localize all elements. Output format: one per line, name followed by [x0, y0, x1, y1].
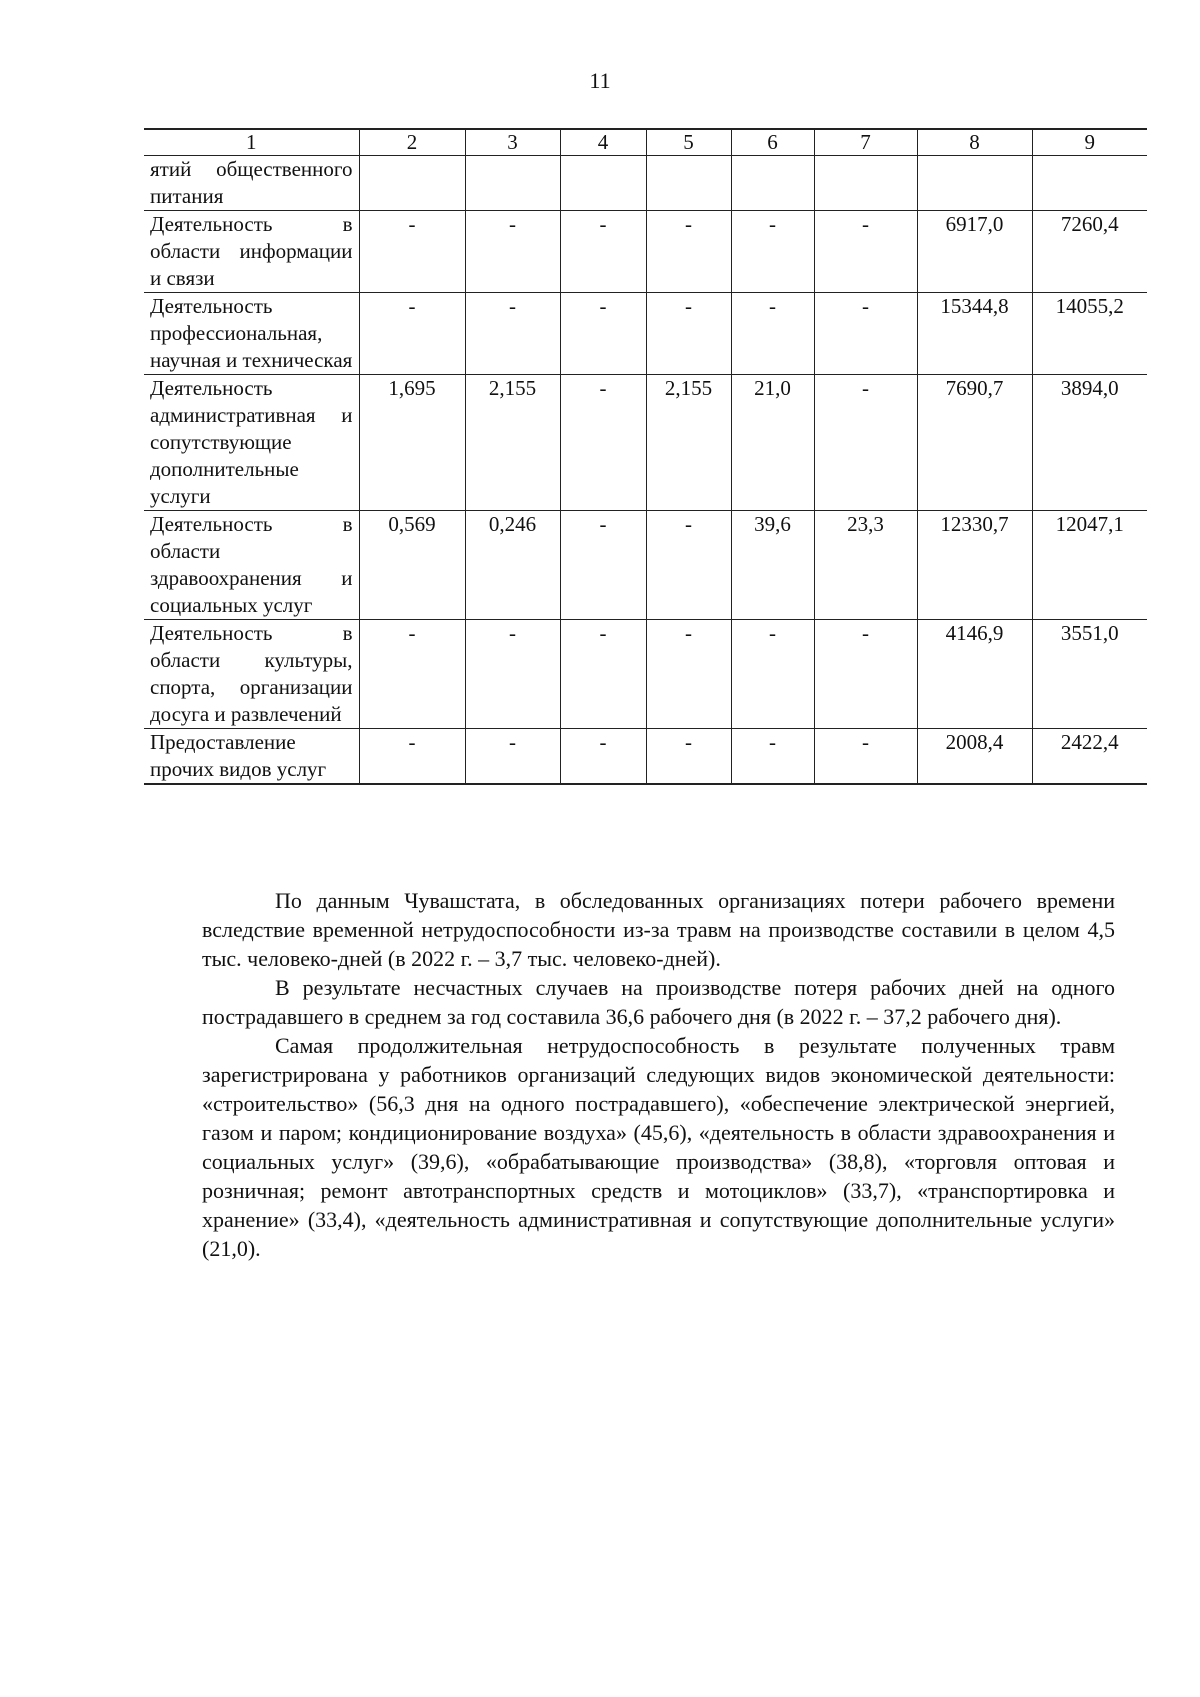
table-cell: - [359, 729, 465, 785]
table-cell: - [359, 211, 465, 293]
table-cell: 21,0 [731, 375, 814, 511]
column-header: 4 [560, 129, 646, 156]
table-cell: - [560, 511, 646, 620]
table-cell: 7690,7 [917, 375, 1032, 511]
table-cell [731, 156, 814, 211]
column-header: 6 [731, 129, 814, 156]
table-row [144, 511, 1147, 620]
statistics-table [144, 128, 1147, 785]
row-label: Деятельность в области культуры, спорта, организации досуга и развлечений [144, 620, 359, 729]
column-header: 5 [646, 129, 731, 156]
table-cell: - [646, 511, 731, 620]
table-cell: 15344,8 [917, 293, 1032, 375]
table-cell [1032, 156, 1147, 211]
table-cell: - [465, 620, 560, 729]
table-cell: - [560, 729, 646, 785]
table-cell: 12330,7 [917, 511, 1032, 620]
table-cell: 3894,0 [1032, 375, 1147, 511]
paragraph: В результате несчастных случаев на производстве потеря рабочих дней на одного пострадавшего в среднем за год составила 36,6 рабочего дня (в 2022 г. – 37,2 рабочего дня). [202, 975, 1115, 1029]
table-cell: - [814, 375, 917, 511]
column-header: 3 [465, 129, 560, 156]
table-cell: - [646, 293, 731, 375]
table-cell: - [814, 293, 917, 375]
paragraph: Самая продолжительная нетрудоспособность в результате полученных травм зарегистрирована у работников организаций следующих видов экономической деятельности: «строительство» (56,3 дня на одного пострадавшего), «обеспечение электрической энергией, газом и паром; кондиционирование воздуха» (45,6), «деятельность в области здравоохранения и социальных услуг» (39,6), «обрабатывающие производства» (38,8), «торговля оптовая и розничная; ремонт автотранспортных средств и мотоциклов» (33,7), «транспортировка и хранение» (33,4), «деятельность административная и сопутствующие дополнительные услуги» (21,0). [202, 1033, 1115, 1261]
table-cell: - [646, 729, 731, 785]
table-cell: 3551,0 [1032, 620, 1147, 729]
table-row [144, 156, 1147, 211]
table-cell: 39,6 [731, 511, 814, 620]
table-cell: 0,569 [359, 511, 465, 620]
column-header: 8 [917, 129, 1032, 156]
table-cell: - [359, 293, 465, 375]
table-header-row [144, 129, 1147, 156]
row-label: Деятельность в области информации и связи [144, 211, 359, 293]
table-cell: - [646, 620, 731, 729]
table-cell: - [731, 620, 814, 729]
table-cell: 7260,4 [1032, 211, 1147, 293]
table-cell: - [465, 211, 560, 293]
table-cell [465, 156, 560, 211]
table-cell: 0,246 [465, 511, 560, 620]
row-label: Деятельность профессиональная, научная и техническая [144, 293, 359, 375]
table-cell [359, 156, 465, 211]
row-label: Деятельность в области здравоохранения и социальных услуг [144, 511, 359, 620]
table-cell: 23,3 [814, 511, 917, 620]
table-cell: - [359, 620, 465, 729]
table-cell: 2,155 [646, 375, 731, 511]
table-cell: - [646, 211, 731, 293]
table-cell: - [814, 211, 917, 293]
table-cell [814, 156, 917, 211]
table-cell: 6917,0 [917, 211, 1032, 293]
table-cell: 2422,4 [1032, 729, 1147, 785]
table-cell: 4146,9 [917, 620, 1032, 729]
table-cell: 14055,2 [1032, 293, 1147, 375]
body-text [202, 886, 1115, 1263]
column-header: 2 [359, 129, 465, 156]
table-cell: - [560, 620, 646, 729]
table-cell: - [465, 729, 560, 785]
table-row [144, 211, 1147, 293]
column-header: 9 [1032, 129, 1147, 156]
table-row [144, 293, 1147, 375]
table-cell: 1,695 [359, 375, 465, 511]
table-row [144, 729, 1147, 785]
table-cell: - [731, 729, 814, 785]
table-row [144, 375, 1147, 511]
table-cell: 2008,4 [917, 729, 1032, 785]
table-cell [560, 156, 646, 211]
column-header: 7 [814, 129, 917, 156]
table-row [144, 620, 1147, 729]
table-cell [646, 156, 731, 211]
table-cell: - [814, 729, 917, 785]
table-cell: 12047,1 [1032, 511, 1147, 620]
table-cell: - [814, 620, 917, 729]
paragraph: По данным Чувашстата, в обследованных организациях потери рабочего времени вследствие временной нетрудоспособности из-за травм на производстве составили в целом 4,5 тыс. человеко-дней (в 2022 г. – 3,7 тыс. человеко-дней). [202, 888, 1115, 971]
row-label: Деятельность административная и сопутствующие дополнительные услуги [144, 375, 359, 511]
row-label: ятий общественного питания [144, 156, 359, 211]
table-cell: 2,155 [465, 375, 560, 511]
table-cell: - [465, 293, 560, 375]
table-cell [917, 156, 1032, 211]
column-header: 1 [144, 129, 359, 156]
row-label: Предоставление прочих видов услуг [144, 729, 359, 785]
table-cell: - [560, 375, 646, 511]
table-cell: - [560, 211, 646, 293]
table-cell: - [731, 293, 814, 375]
table-cell: - [731, 211, 814, 293]
page-number: 11 [589, 68, 611, 93]
table-cell: - [560, 293, 646, 375]
